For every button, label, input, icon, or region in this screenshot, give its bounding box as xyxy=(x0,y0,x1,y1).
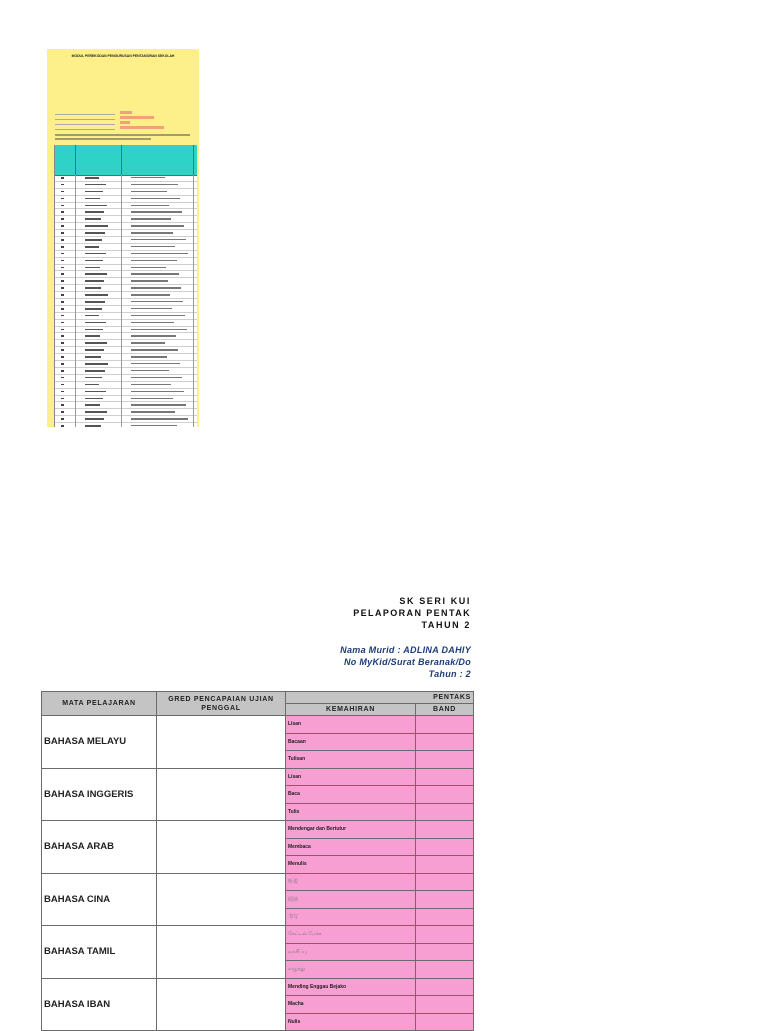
thumbnail-row xyxy=(55,361,197,368)
spreadsheet-thumbnail xyxy=(47,49,199,427)
thumbnail-row xyxy=(55,327,197,334)
thumbnail-row xyxy=(55,258,197,265)
thumbnail-row xyxy=(55,368,197,375)
subject-name: BAHASA CINA xyxy=(42,873,157,926)
skill-label: கேட்டல் பேச்சு xyxy=(286,926,416,944)
grade-cell[interactable] xyxy=(157,821,286,874)
report-row xyxy=(42,821,474,839)
thumbnail-field xyxy=(55,111,115,115)
thumbnail-row xyxy=(55,175,197,182)
skill-label: Menulis xyxy=(286,856,416,874)
thumbnail-row xyxy=(55,244,197,251)
band-cell[interactable] xyxy=(416,926,474,944)
thumbnail-row xyxy=(55,196,197,203)
thumbnail-grid xyxy=(54,145,197,427)
band-cell[interactable] xyxy=(416,733,474,751)
subject-name: BAHASA INGGERIS xyxy=(42,768,157,821)
band-cell[interactable] xyxy=(416,873,474,891)
thumbnail-row xyxy=(55,271,197,278)
thumbnail-row xyxy=(55,396,197,403)
thumbnail-row xyxy=(55,237,197,244)
skill-label: வாசிப்பு xyxy=(286,943,416,961)
column-header-assessment: PENTAKS xyxy=(286,692,474,704)
subject-name: BAHASA MELAYU xyxy=(42,716,157,769)
band-cell[interactable] xyxy=(416,768,474,786)
thumbnail-note xyxy=(55,134,190,136)
column-header-skill: KEMAHIRAN xyxy=(286,704,416,716)
column-header-subject: MATA PELAJARAN xyxy=(42,692,157,716)
report-row xyxy=(42,716,474,734)
skill-label: Bacaan xyxy=(286,733,416,751)
band-cell[interactable] xyxy=(416,961,474,979)
skill-label: Mendengar dan Bertutur xyxy=(286,821,416,839)
grade-cell[interactable] xyxy=(157,926,286,979)
skill-label: Baca xyxy=(286,786,416,804)
thumbnail-row xyxy=(55,382,197,389)
subject-name: BAHASA ARAB xyxy=(42,821,157,874)
thumbnail-title: MODUL PEREKODAN PENGURUSAN PENTAKSIRAN SEKOLAH xyxy=(71,54,175,58)
grade-cell[interactable] xyxy=(157,768,286,821)
thumbnail-value xyxy=(120,116,154,119)
thumbnail-grid-rows xyxy=(55,175,197,427)
skill-label: Mending Enggau Bejako xyxy=(286,978,416,996)
column-header-band: BAND xyxy=(416,704,474,716)
report-row xyxy=(42,768,474,786)
thumbnail-note xyxy=(55,138,151,140)
report-table xyxy=(41,691,473,1031)
band-cell[interactable] xyxy=(416,803,474,821)
thumbnail-field xyxy=(55,116,115,120)
thumbnail-row xyxy=(55,189,197,196)
band-cell[interactable] xyxy=(416,908,474,926)
subject-name: BAHASA TAMIL xyxy=(42,926,157,979)
band-cell[interactable] xyxy=(416,838,474,856)
thumbnail-row xyxy=(55,389,197,396)
band-cell[interactable] xyxy=(416,716,474,734)
student-name: Nama Murid : ADLINA DAHIY xyxy=(340,645,471,655)
thumbnail-row xyxy=(55,320,197,327)
thumbnail-row xyxy=(55,299,197,306)
skill-label: 听说 xyxy=(286,873,416,891)
band-cell[interactable] xyxy=(416,996,474,1014)
skill-label: Lisan xyxy=(286,716,416,734)
skill-label: Membaca xyxy=(286,838,416,856)
thumbnail-grid-header xyxy=(55,145,197,176)
report-row xyxy=(42,978,474,996)
thumbnail-row xyxy=(55,347,197,354)
school-name: SK SERI KUI xyxy=(399,596,471,606)
thumbnail-row xyxy=(55,402,197,409)
band-cell[interactable] xyxy=(416,856,474,874)
thumbnail-row xyxy=(55,375,197,382)
band-cell[interactable] xyxy=(416,891,474,909)
band-cell[interactable] xyxy=(416,978,474,996)
thumbnail-row xyxy=(55,251,197,258)
skill-label: 阅读 xyxy=(286,891,416,909)
skill-label: Tulis xyxy=(286,803,416,821)
student-year: Tahun : 2 xyxy=(428,669,471,679)
thumbnail-row xyxy=(55,223,197,230)
skill-label: எழுத்து xyxy=(286,961,416,979)
thumbnail-row xyxy=(55,265,197,272)
report-row xyxy=(42,926,474,944)
thumbnail-row xyxy=(55,216,197,223)
thumbnail-row xyxy=(55,354,197,361)
thumbnail-row xyxy=(55,409,197,416)
report-row xyxy=(42,873,474,891)
thumbnail-row xyxy=(55,333,197,340)
thumbnail-row xyxy=(55,209,197,216)
thumbnail-field xyxy=(55,121,115,125)
thumbnail-row xyxy=(55,292,197,299)
thumbnail-row xyxy=(55,278,197,285)
skill-label: 书写 xyxy=(286,908,416,926)
thumbnail-row xyxy=(55,306,197,313)
thumbnail-row xyxy=(55,203,197,210)
thumbnail-value xyxy=(120,111,132,114)
thumbnail-value xyxy=(120,121,130,124)
report-title: PELAPORAN PENTAK xyxy=(353,608,471,618)
band-cell[interactable] xyxy=(416,821,474,839)
thumbnail-field xyxy=(55,126,115,130)
thumbnail-row xyxy=(55,340,197,347)
subject-name: BAHASA IBAN xyxy=(42,978,157,1031)
column-header-grade: GRED PENCAPAIAN UJIAN PENGGAL xyxy=(157,692,286,716)
grade-cell[interactable] xyxy=(157,978,286,1031)
report-year-heading: TAHUN 2 xyxy=(421,620,471,630)
skill-label: Nulis xyxy=(286,1013,416,1031)
thumbnail-row xyxy=(55,285,197,292)
thumbnail-row xyxy=(55,423,197,427)
thumbnail-row xyxy=(55,416,197,423)
band-cell[interactable] xyxy=(416,1013,474,1031)
band-cell[interactable] xyxy=(416,786,474,804)
skill-label: Tulisan xyxy=(286,751,416,769)
skill-label: Macha xyxy=(286,996,416,1014)
thumbnail-row xyxy=(55,230,197,237)
thumbnail-row xyxy=(55,182,197,189)
thumbnail-value xyxy=(120,126,164,129)
band-cell[interactable] xyxy=(416,943,474,961)
student-id: No MyKid/Surat Beranak/Do xyxy=(343,657,471,667)
thumbnail-row xyxy=(55,313,197,320)
grade-cell[interactable] xyxy=(157,716,286,769)
band-cell[interactable] xyxy=(416,751,474,769)
skill-label: Lisan xyxy=(286,768,416,786)
grade-cell[interactable] xyxy=(157,873,286,926)
